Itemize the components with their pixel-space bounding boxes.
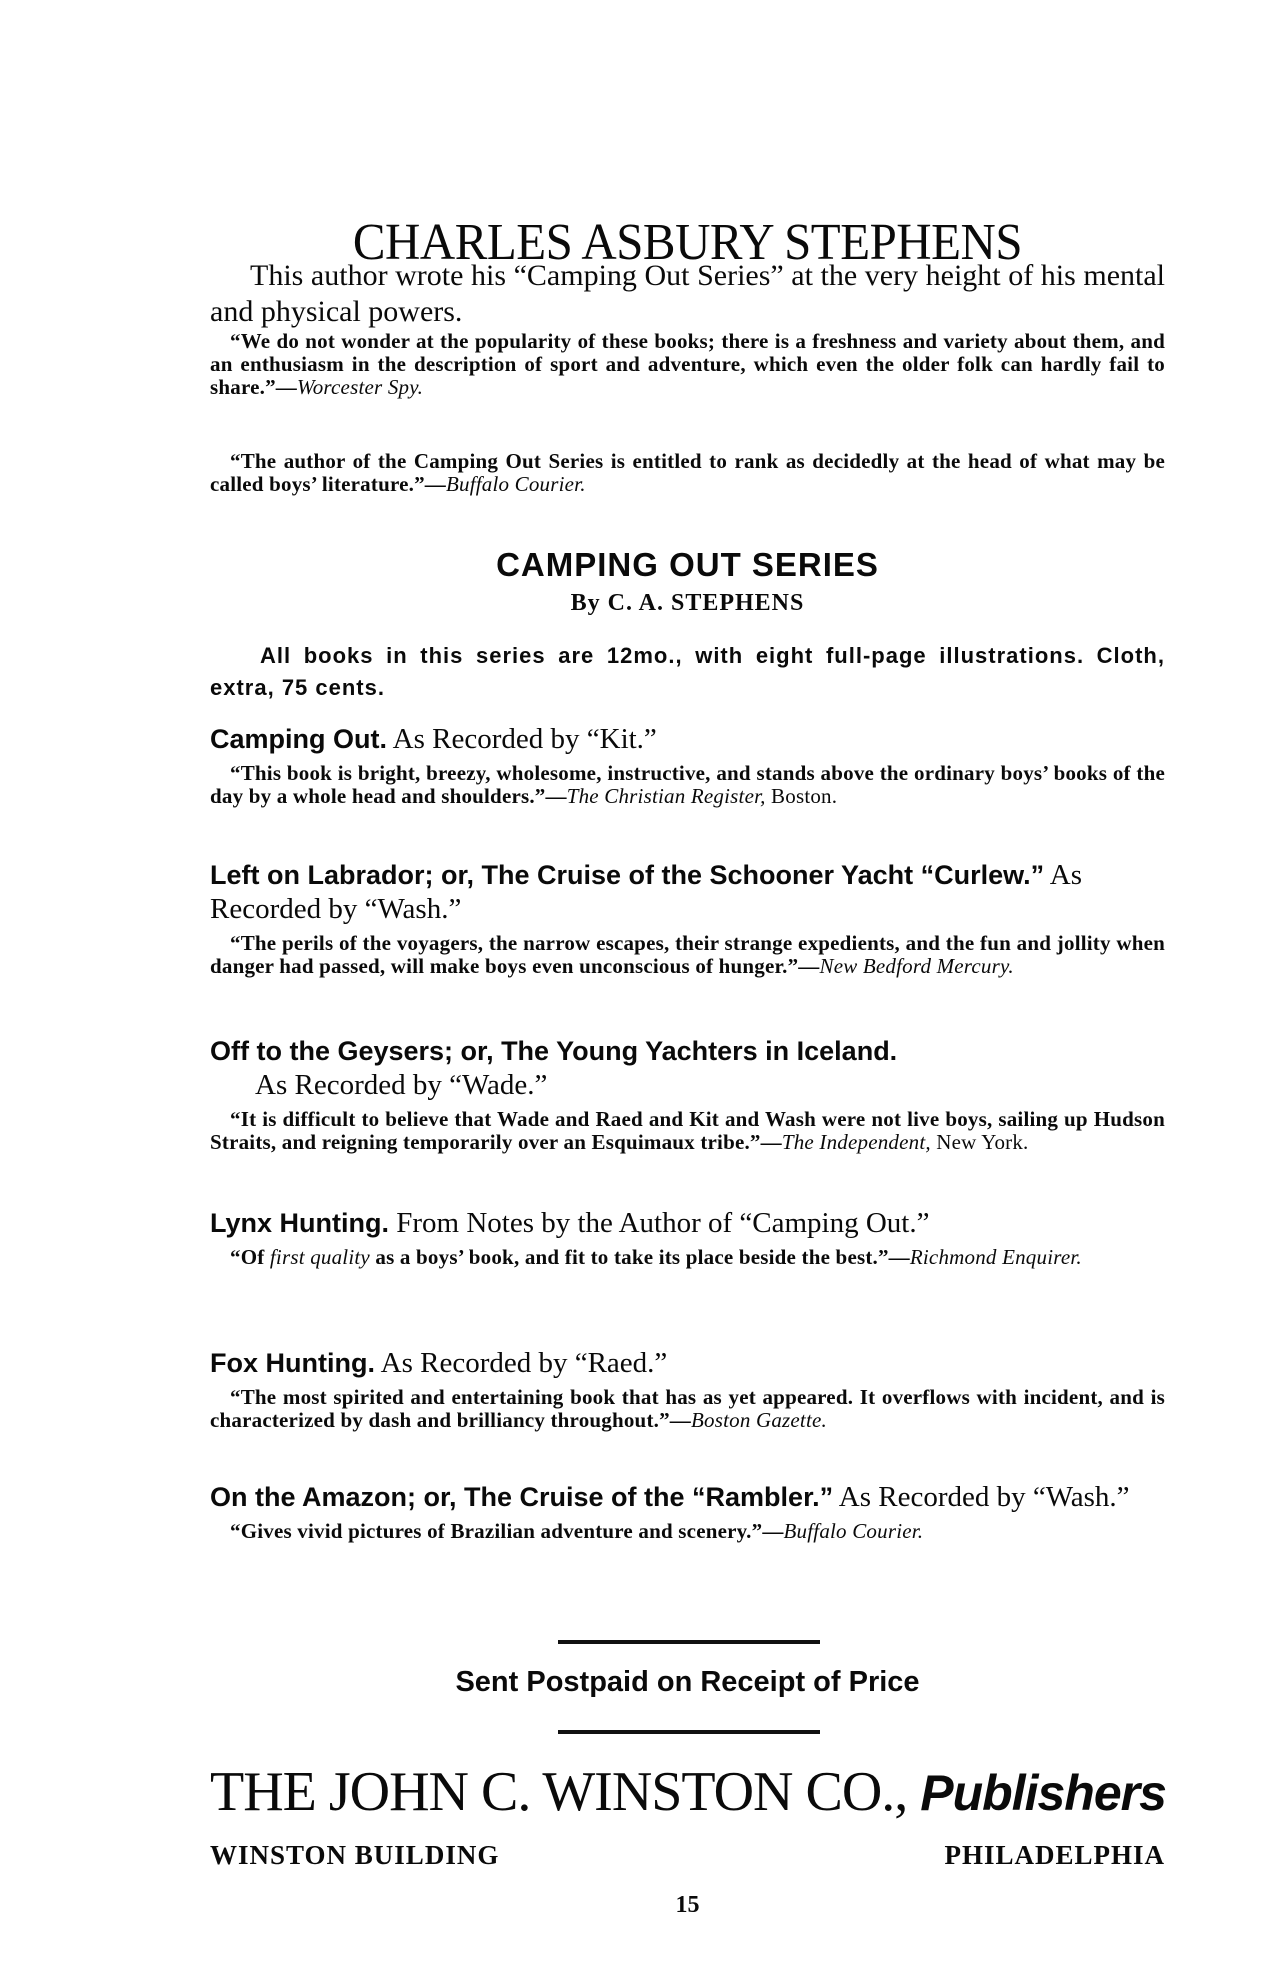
book-review-text-start: “Of	[230, 1245, 270, 1269]
book-entry	[210, 1206, 1165, 1269]
divider-rule	[558, 1640, 820, 1644]
book-entry	[210, 1034, 1165, 1154]
book-title: Camping Out.	[210, 724, 387, 754]
book-review-source: New Bedford Mercury.	[819, 954, 1014, 978]
series-title: CAMPING OUT SERIES	[496, 546, 879, 583]
book-review-text: as a boys’ book, and fit to take its place beside the best.”—	[369, 1245, 910, 1269]
book-recorded-by: As Recorded by “Raed.”	[380, 1347, 668, 1379]
series-author: By C. A. STEPHENS	[570, 590, 805, 616]
testimonial-quote	[210, 450, 1165, 496]
page-number: 15	[675, 1892, 700, 1918]
book-entry	[210, 722, 1165, 808]
book-review-source: The Christian Register,	[566, 784, 766, 808]
book-review	[210, 1246, 1165, 1269]
book-entry	[210, 1346, 1165, 1432]
book-title: Fox Hunting.	[210, 1348, 375, 1378]
book-recorded-by: From Notes by the Author of “Camping Out.”	[396, 1207, 930, 1239]
author-intro-text: This author wrote his “Camping Out Series” at the very height of his mental and physical powers.	[210, 259, 1165, 328]
author-intro	[210, 258, 1165, 330]
book-review-text: “Gives vivid pictures of Brazilian adventure and scenery.”—	[230, 1519, 784, 1543]
book-recorded-by: As Recorded by “Kit.”	[392, 723, 657, 755]
divider-rule	[558, 1730, 820, 1734]
book-heading	[210, 722, 1165, 756]
book-heading	[210, 1206, 1165, 1240]
author-heading: CHARLES ASBURY STEPHENS	[352, 213, 1023, 271]
book-review	[210, 762, 1165, 808]
book-title: Lynx Hunting.	[210, 1208, 389, 1238]
book-recorded-by: As Recorded by “Wash.”	[838, 1481, 1130, 1513]
book-review	[210, 1108, 1165, 1154]
book-heading	[210, 858, 1165, 926]
testimonial-text: “The author of the Camping Out Series is entitled to rank as decidedly at the head of what may be called boys’ literature.”—	[210, 449, 1165, 496]
testimonial-source: Worcester Spy.	[296, 375, 424, 399]
book-review-emphasis: first quality	[269, 1245, 370, 1269]
book-title: On the Amazon; or, The Cruise of the “Rambler.”	[210, 1482, 834, 1512]
postpaid-notice: Sent Postpaid on Receipt of Price	[455, 1666, 920, 1698]
series-note: All books in this series are 12mo., with eight full-page illustrations. Cloth, extra, 75 cents.	[210, 643, 1165, 700]
book-title: Left on Labrador; or, The Cruise of the Schooner Yacht “Curlew.”	[210, 860, 1045, 890]
book-entry	[210, 1480, 1165, 1543]
book-review-text: “The most spirited and entertaining book that has as yet appeared. It overflows with incident, and is characterized by dash and brilliancy throughout.”—	[210, 1385, 1165, 1432]
book-entry	[210, 858, 1165, 978]
book-review-source: Boston Gazette.	[690, 1408, 827, 1432]
publisher-suffix: Publishers	[920, 1765, 1166, 1821]
book-review-source: The Independent,	[781, 1130, 931, 1154]
book-heading	[210, 1346, 1165, 1380]
book-heading	[210, 1480, 1165, 1514]
book-review-text: “This book is bright, breezy, wholesome, instructive, and stands above the ordinary boys’ books of the day by a whole head and shoulders.”—	[210, 761, 1165, 808]
book-review-source: Buffalo Courier.	[783, 1519, 924, 1543]
testimonial-quote	[210, 330, 1165, 399]
book-review	[210, 1520, 1165, 1543]
book-review	[210, 1386, 1165, 1432]
book-review-text: “It is difficult to believe that Wade and Raed and Kit and Wash were not live boys, sailing up Hudson Straits, and reigning temporarily over an Esquimaux tribe.”—	[210, 1107, 1165, 1154]
book-review	[210, 932, 1165, 978]
book-review-text: “The perils of the voyagers, the narrow escapes, their strange expedients, and the fun and jollity when danger had passed, will make boys even unconscious of hunger.”—	[210, 931, 1165, 978]
testimonial-text: “We do not wonder at the popularity of these books; there is a freshness and variety about them, and an enthusiasm in the description of sport and adventure, which even the older folk can hardly fail to share.”—	[210, 329, 1165, 399]
book-recorded-by: As Recorded by “Wash.”	[210, 859, 1083, 925]
publisher-building: WINSTON BUILDING	[210, 1840, 500, 1870]
publisher-city: PHILADELPHIA	[944, 1840, 1165, 1870]
testimonial-source: Buffalo Courier.	[445, 472, 586, 496]
publisher-name: THE JOHN C. WINSTON CO.,	[210, 1761, 908, 1823]
book-review-place: New York.	[936, 1130, 1029, 1154]
book-heading	[210, 1034, 1165, 1102]
book-review-place: Boston.	[771, 784, 838, 808]
book-review-source: Richmond Enquirer.	[909, 1245, 1082, 1269]
book-title: Off to the Geysers; or, The Young Yachters in Iceland.	[210, 1036, 898, 1066]
publisher-line	[210, 1760, 1165, 1824]
book-recorded-by: As Recorded by “Wade.”	[255, 1069, 548, 1101]
